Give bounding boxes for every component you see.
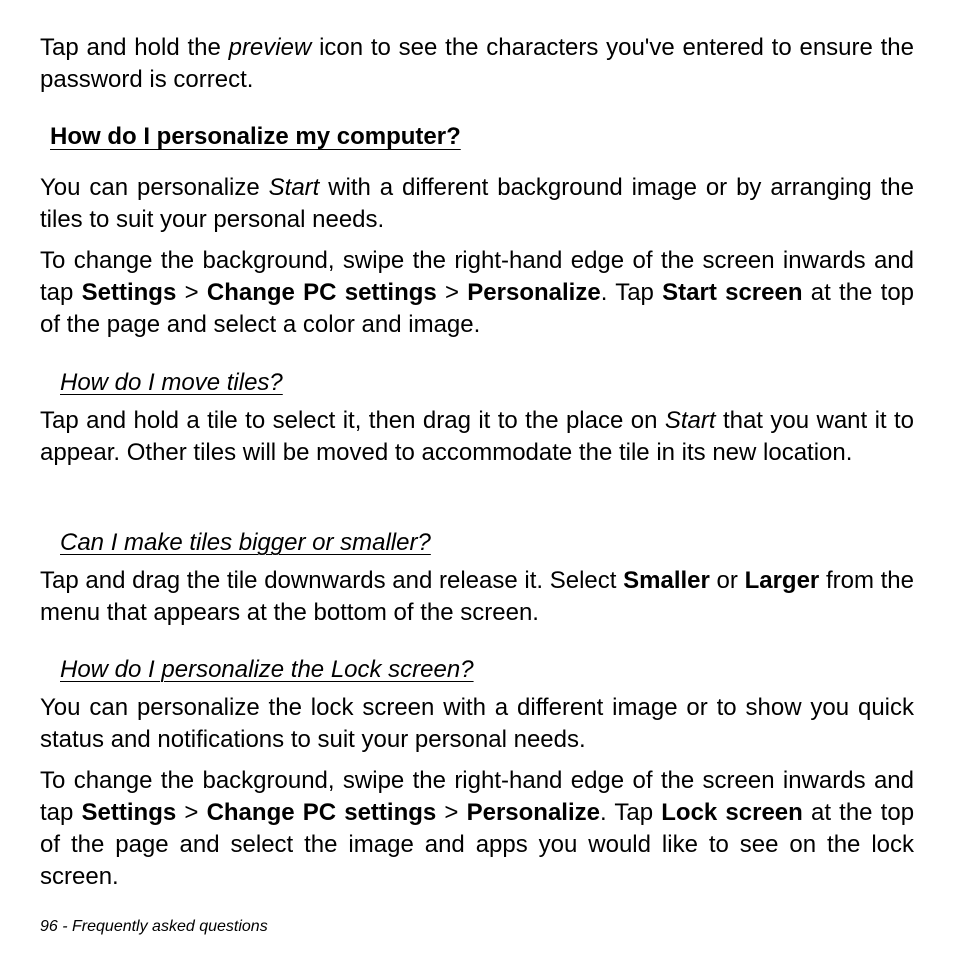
- personalize-paragraph-2: [40, 245, 914, 341]
- bold-personalize: Personalize: [467, 279, 601, 306]
- personalize-paragraph-2-block: [40, 245, 914, 341]
- text-run: Tap and drag the tile downwards and release it. Select: [40, 567, 624, 594]
- size-paragraph: [40, 565, 914, 629]
- text-run: You can personalize: [40, 174, 269, 201]
- text-run: icon to see the characters you've entered to ensure the password is correct.: [40, 34, 914, 93]
- personalize-paragraph-1-block: [40, 172, 914, 236]
- heading-block: [40, 122, 914, 152]
- lock-heading-block: [40, 655, 914, 685]
- separator: >: [176, 799, 207, 826]
- bold-lock-screen: Lock screen: [661, 799, 803, 826]
- text-run: at the top of the page and select the image and apps you would like to see on the lock screen.: [40, 799, 915, 890]
- move-paragraph-block: [40, 405, 914, 469]
- size-paragraph-block: [40, 565, 914, 629]
- text-run: at the top of the page and select a color and image.: [40, 279, 915, 338]
- bold-settings: Settings: [81, 799, 177, 826]
- text-run: . Tap: [600, 799, 662, 826]
- text-run: To change the background, swipe the right-hand edge of the screen inwards and tap: [40, 767, 914, 826]
- lock-paragraph-2-block: [40, 765, 914, 893]
- move-paragraph: [40, 405, 914, 469]
- bold-larger: Larger: [744, 567, 820, 594]
- text-run: To change the background, swipe the right-hand edge of the screen inwards and tap: [40, 247, 914, 306]
- text-run: from the menu that appears at the bottom of the screen.: [40, 567, 914, 626]
- text-run: that you want it to appear. Other tiles will be moved to accommodate the tile in its new location.: [40, 407, 915, 466]
- text-run: Tap and hold a tile to select it, then drag it to the place on: [40, 407, 665, 434]
- separator: >: [436, 279, 468, 306]
- move-heading-block: [40, 368, 914, 398]
- text-run: Tap and hold the: [40, 34, 229, 61]
- text-run: with a different background image or by arranging the tiles to suit your personal needs.: [40, 174, 914, 233]
- emphasis-start: Start: [664, 407, 716, 434]
- intro-paragraph-block: [40, 32, 914, 96]
- emphasis-preview: preview: [228, 34, 312, 61]
- personalize-paragraph-1: [40, 172, 914, 236]
- bold-smaller: Smaller: [623, 567, 710, 594]
- bold-change-pc-settings: Change PC settings: [206, 799, 437, 826]
- emphasis-start: Start: [268, 174, 320, 201]
- section-heading-personalize: How do I personalize my computer?: [50, 123, 461, 150]
- size-heading-block: [40, 528, 914, 558]
- subheading-tile-size: Can I make tiles bigger or smaller?: [60, 529, 431, 556]
- separator: >: [176, 279, 207, 306]
- lock-paragraph-2: [40, 765, 914, 893]
- lock-paragraph-1: You can personalize the lock screen with a different image or to show you quick status and notifications to suit your personal needs.: [40, 694, 914, 753]
- intro-paragraph: [40, 32, 914, 96]
- lock-paragraph-1-block: [40, 692, 914, 756]
- bold-personalize: Personalize: [466, 799, 600, 826]
- text-run: . Tap: [600, 279, 663, 306]
- subheading-lock-screen: How do I personalize the Lock screen?: [60, 656, 474, 683]
- bold-settings: Settings: [81, 279, 177, 306]
- bold-start-screen: Start screen: [662, 279, 803, 306]
- separator: >: [436, 799, 467, 826]
- text-run: or: [709, 567, 745, 594]
- page-footer: 96 - Frequently asked questions: [40, 918, 268, 935]
- bold-change-pc-settings: Change PC settings: [206, 279, 437, 306]
- subheading-move-tiles: How do I move tiles?: [60, 369, 283, 396]
